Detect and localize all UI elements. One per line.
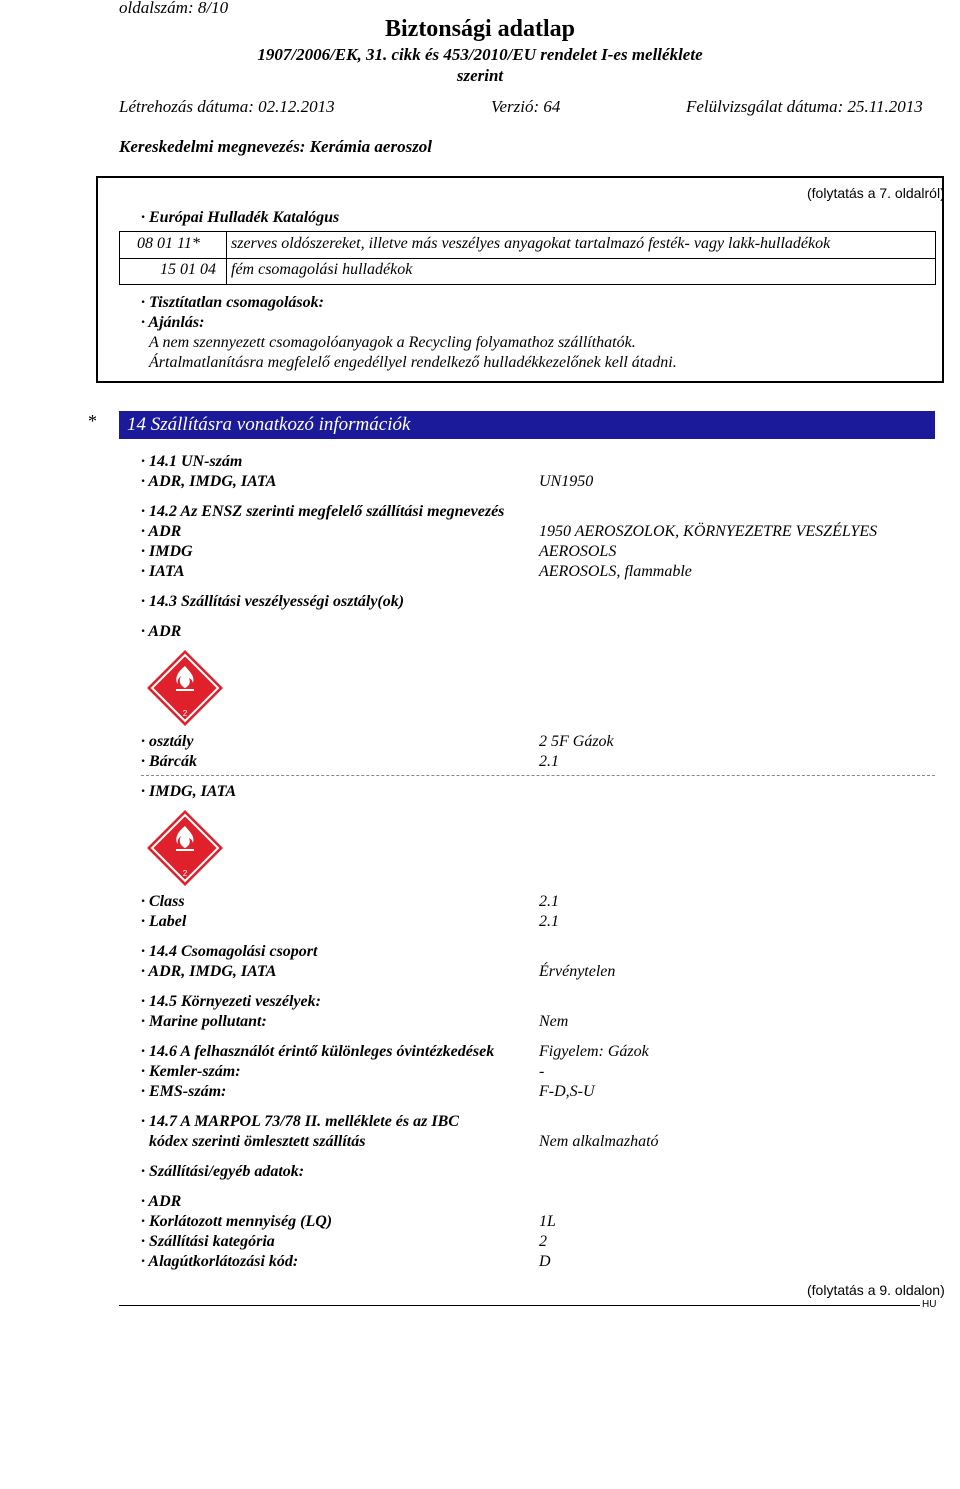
flame-icon [145,648,225,728]
imdg-label: · IMDG [141,543,193,560]
other-transport-heading: · Szállítási/egyéb adatok: [141,1163,305,1180]
special-precautions-label: · 14.6 A felhasználót érintő különleges óvintézkedések [141,1043,495,1060]
waste-catalog-heading: · Európai Hulladék Katalógus [141,209,340,226]
ems-value: F-D,S-U [539,1083,595,1100]
imdg-iata-subheading: · IMDG, IATA [141,783,237,800]
un-number-label: · ADR, IMDG, IATA [141,473,277,490]
language-code: HU [922,1299,937,1310]
waste-desc: fém csomagolási hulladékok [231,261,413,278]
packing-group-heading: · 14.4 Csomagolási csoport [141,943,318,960]
marpol-label: · 14.7 A MARPOL 73/78 II. melléklete és az IBC [141,1113,459,1130]
marine-pollutant-label: · Marine pollutant: [141,1013,267,1030]
continued-from: (folytatás a 7. oldalról) [807,185,945,201]
ems-label: · EMS-szám: [141,1083,227,1100]
shipping-name-heading: · 14.2 Az ENSZ szerinti megfelelő szállítási megnevezés [141,503,505,520]
uncleaned-packaging: · Tisztítatlan csomagolások: [141,294,324,311]
waste-table-row-divider [119,258,936,259]
flammable-gas-placard-adr [145,648,225,728]
transport-category-label: · Szállítási kategória [141,1233,275,1250]
flammable-gas-placard-imdg [145,808,225,888]
kemler-label: · Kemler-szám: [141,1063,241,1080]
imdg-value: AEROSOLS [539,543,617,560]
label-label: · Label [141,913,187,930]
flame-icon [145,808,225,888]
footer-rule [119,1305,935,1306]
osztaly-value: 2 5F Gázok [539,733,614,750]
packing-group-value: Érvénytelen [539,963,616,980]
regulation-line: 1907/2006/EK, 31. cikk és 453/2010/EU rendelet I-es melléklete [257,45,703,64]
kemler-value: - [539,1063,545,1080]
dashed-divider [141,775,935,776]
recommendation-label: · Ajánlás: [141,314,205,331]
marpol-value: Nem alkalmazható [539,1133,659,1150]
waste-code: 08 01 11* [137,235,200,252]
trade-name: Kereskedelmi megnevezés: Kerámia aeroszol [119,137,433,156]
iata-label: · IATA [141,563,185,580]
adr-value: 1950 AEROSZOLOK, KÖRNYEZETRE VESZÉLYES [539,523,878,540]
waste-code: 15 01 04 [160,261,216,278]
special-precautions-value: Figyelem: Gázok [539,1043,649,1060]
barcak-label: · Bárcák [141,753,197,770]
revision-date: Felülvizsgálat dátuma: 25.11.2013 [686,97,923,116]
limited-quantity-label: · Korlátozott mennyiség (LQ) [141,1213,333,1230]
svg-text:2: 2 [182,709,188,718]
adr-subheading: · ADR [141,623,182,640]
limited-quantity-value: 1L [539,1213,556,1230]
marpol-label-2: kódex szerinti ömlesztett szállítás [149,1133,366,1150]
svg-text:2: 2 [182,869,188,878]
continued-to: (folytatás a 9. oldalon) [807,1282,945,1298]
marine-pollutant-value: Nem [539,1013,569,1030]
document-title: Biztonsági adatlap [384,16,576,42]
packing-group-label: · ADR, IMDG, IATA [141,963,277,980]
transport-category-value: 2 [539,1233,547,1250]
un-number-heading: · 14.1 UN-szám [141,453,243,470]
class-value: 2.1 [539,893,559,910]
class-label: · Class [141,893,185,910]
waste-desc: szerves oldószereket, illetve más veszélyes anyagokat tartalmazó festék- vagy lakk-hulladékok [231,235,831,252]
section-14-title: 14 Szállításra vonatkozó információk [119,411,935,439]
barcak-value: 2.1 [539,753,559,770]
waste-table-col-divider [226,231,227,285]
hazard-class-heading: · 14.3 Szállítási veszélyességi osztály(ok) [141,593,405,610]
label-value: 2.1 [539,913,559,930]
env-hazards-heading: · 14.5 Környezeti veszélyek: [141,993,321,1010]
adr-other-label: · ADR [141,1193,182,1210]
created-date: Létrehozás dátuma: 02.12.2013 [119,97,335,116]
recommendation-text-2: Ártalmatlanításra megfelelő engedéllyel rendelkező hulladékkezelőnek kell átadni. [149,354,677,371]
version: Verzió: 64 [491,97,561,116]
page-number: oldalszám: 8/10 [119,0,229,17]
un-number-value: UN1950 [539,473,594,490]
osztaly-label: · osztály [141,733,194,750]
changed-marker: * [88,411,97,431]
recommendation-text-1: A nem szennyezett csomagolóanyagok a Recycling folyamathoz szállíthatók. [149,334,636,351]
regulation-line-2: szerint [456,66,504,85]
adr-label: · ADR [141,523,182,540]
iata-value: AEROSOLS, flammable [539,563,692,580]
tunnel-code-label: · Alagútkorlátozási kód: [141,1253,299,1270]
tunnel-code-value: D [539,1253,551,1270]
